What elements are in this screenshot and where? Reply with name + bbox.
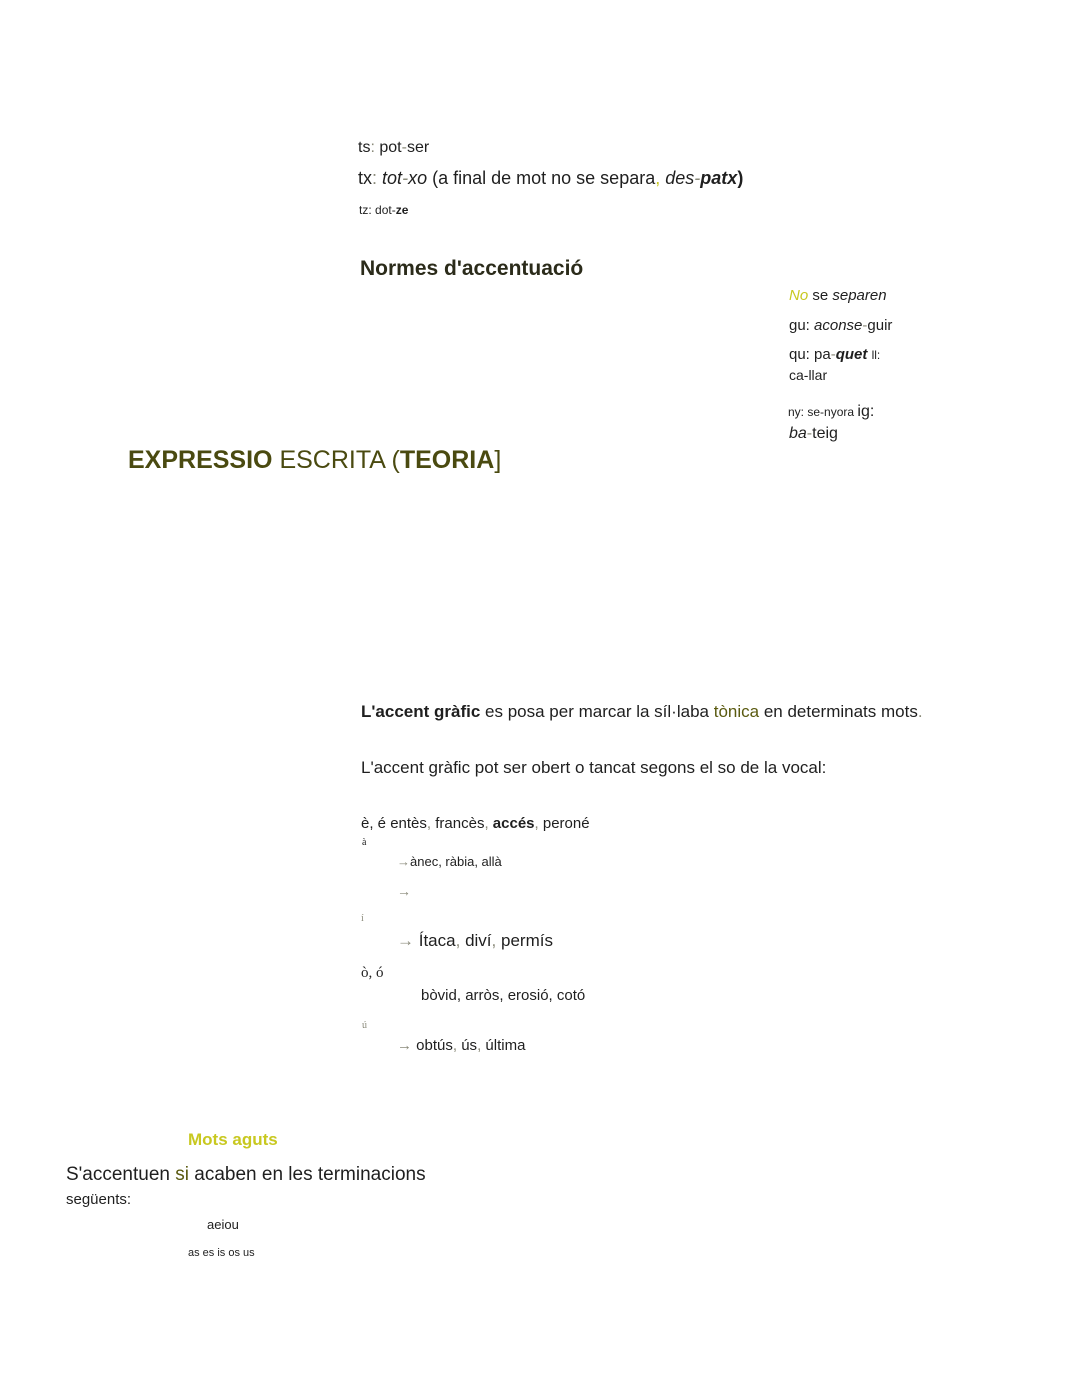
arrow-icon: → — [397, 854, 410, 869]
consonant-ts: ts: pot-ser — [358, 139, 430, 156]
consonant-key: tx — [358, 168, 373, 188]
no-separen-gu: gu: aconse-guir — [789, 317, 893, 334]
section-title: Normes d'accentuació — [360, 257, 584, 280]
no-separen-heading: No se separen — [789, 287, 887, 304]
consonant-key: tz — [359, 203, 369, 217]
vowel-label-u: ú — [362, 1020, 367, 1031]
accent-o-row: bòvid, arròs, erosió, cotó — [421, 987, 586, 1004]
accent-i-row: → Ítaca, diví, permís — [397, 931, 553, 950]
arrow-icon: → — [397, 931, 414, 950]
mots-aguts-heading: Mots aguts — [188, 1130, 278, 1149]
mots-aguts-rule: S'accentuen si acaben en les terminacions — [66, 1164, 426, 1185]
consonant-key: ts — [358, 139, 371, 156]
mots-aguts-vowels: aeiou — [207, 1217, 239, 1232]
accent-u-row: → obtús, ús, última — [397, 1037, 526, 1054]
accent-a-row: →ànec, ràbia, allà — [397, 854, 502, 869]
vowel-label: è, é — [361, 815, 387, 832]
no-separen-ny: ny: se-nyora ig: — [788, 403, 875, 420]
accent-definition: L'accent gràfic es posa per marcar la síl·laba tònica en determinats mots. — [361, 702, 923, 721]
consonant-tx: tx: tot-xo (a final de mot no se separa, des-patx) — [358, 168, 744, 188]
arrow-icon: → — [397, 883, 411, 899]
vowel-label-o: ò, ó — [361, 965, 384, 981]
mots-aguts-rule-cont: següents: — [66, 1191, 132, 1208]
no-separen-llar: ca-llar — [789, 367, 828, 383]
vowel-label-i: í — [361, 913, 364, 924]
main-title: EXPRESSIO ESCRITA (TEORIA] — [128, 446, 502, 474]
no-separen-qu: qu: pa-quet ll: — [789, 346, 881, 363]
consonant-tz: tz: dot-ze — [359, 203, 409, 217]
arrow-icon: → — [397, 1037, 412, 1054]
accent-types: L'accent gràfic pot ser obert o tancat segons el so de la vocal: — [361, 758, 827, 777]
no-separen-teig: ba-teig — [789, 425, 838, 442]
mots-aguts-endings: as es is os us — [188, 1247, 255, 1259]
vowel-label-a: à — [362, 837, 367, 848]
accent-e-row: è, é entès, francès, accés, peroné — [361, 815, 590, 832]
